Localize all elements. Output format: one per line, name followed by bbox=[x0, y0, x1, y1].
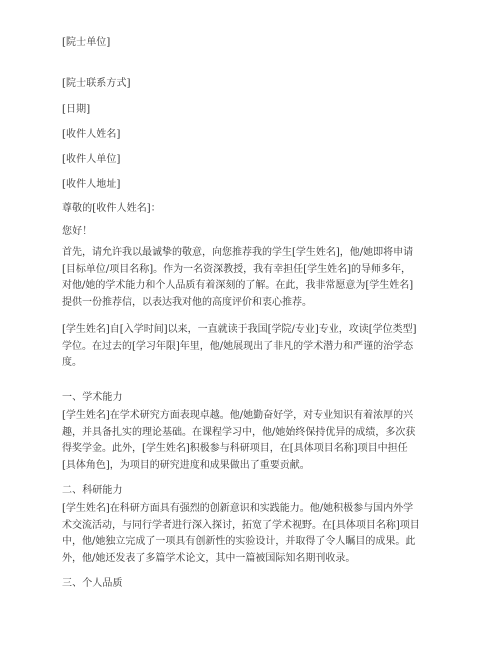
research-paragraph bbox=[62, 501, 442, 567]
recipient-name: [收件人姓名] bbox=[62, 129, 121, 140]
paragraph-line: 得奖学金。此外，[学生姓名]积极参与科研项目，在[具体项目名称]项目中担任 bbox=[62, 443, 408, 454]
paragraph-line: [目标单位/项目名称]。作为一名资深教授，我有幸担任[学生姓名]的导师多年， bbox=[62, 263, 411, 275]
recipient-address: [收件人地址] bbox=[62, 179, 121, 190]
paragraph-line: 提供一份推荐信，以表达我对他的高度评价和衷心推荐。 bbox=[62, 296, 312, 308]
paragraph-line: 趣，并具备扎实的理论基础。在课程学习中，他/她始终保持优异的成绩，多次获 bbox=[62, 426, 416, 438]
intro-paragraph bbox=[62, 245, 442, 311]
paragraph-line: [学生姓名]自[入学时间]以来，一直就读于我国[学院/专业]专业，攻读[学位类型] bbox=[62, 324, 417, 335]
sender-unit: [院士单位] bbox=[62, 37, 111, 48]
paragraph-line: 度。 bbox=[62, 357, 82, 368]
paragraph-line: [学生姓名]在科研方面具有强烈的创新意识和实践能力。他/她积极参与国内外学 bbox=[62, 503, 414, 514]
section-heading-research: 二、科研能力 bbox=[62, 485, 123, 496]
section-heading-academic: 一、学术能力 bbox=[62, 392, 123, 403]
academic-paragraph bbox=[62, 408, 442, 474]
paragraph-line: [学生姓名]在学术研究方面表现卓越。他/她勤奋好学，对专业知识有着浓厚的兴 bbox=[62, 410, 414, 421]
sender-contact: [院士联系方式] bbox=[62, 78, 131, 89]
paragraph-line: 中，他/她独立完成了一项具有创新性的实验设计，并取得了令人瞩目的成果。此 bbox=[62, 536, 416, 547]
paragraph-line: 学位。在过去的[学习年限]年里，他/她展现出了非凡的学术潜力和严谨的治学态 bbox=[62, 340, 414, 352]
recipient-unit: [收件人单位] bbox=[62, 154, 121, 165]
greeting: 您好！ bbox=[62, 226, 93, 237]
paragraph-line: 外，他/她还发表了多篇学术论文，其中一篇被国际知名期刊收录。 bbox=[62, 552, 356, 564]
salutation: 尊敬的[收件人姓名]： bbox=[62, 203, 161, 214]
paragraph-line: 术交流活动，与同行学者进行深入探讨，拓宽了学术视野。在[具体项目名称]项目 bbox=[62, 519, 420, 531]
paragraph-line: 对他/她的学术能力和个人品质有着深刻的了解。在此，我非常愿意为[学生姓名] bbox=[62, 280, 414, 291]
section-heading-character: 三、个人品质 bbox=[62, 578, 123, 589]
letter-date: [日期] bbox=[62, 104, 91, 115]
paragraph-line: [具体角色]，为项目的研究进度和成果做出了重要贡献。 bbox=[62, 459, 310, 471]
paragraph-line: 首先，请允许我以最诚挚的敬意，向您推荐我的学生[学生姓名]，他/她即将申请 bbox=[62, 247, 414, 258]
background-paragraph bbox=[62, 322, 442, 372]
